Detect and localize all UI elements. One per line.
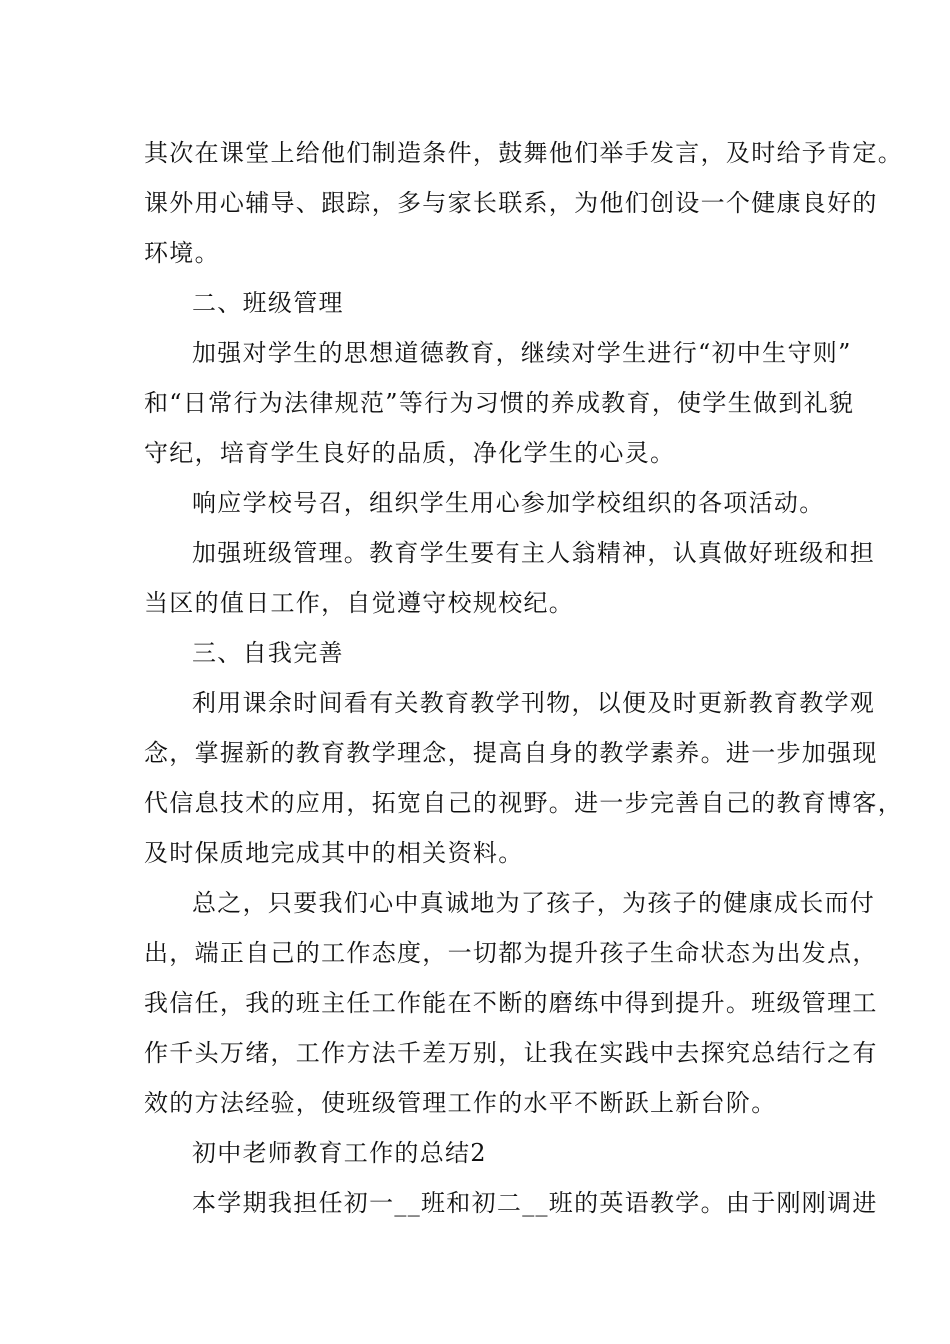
article-title: 初中老师教育工作的总结2 — [192, 1139, 487, 1167]
text-line: 代信息技术的应用，拓宽自己的视野。进一步完善自己的教育博客， — [144, 789, 903, 817]
text-line: 环境。 — [144, 239, 220, 267]
text-line: 利用课余时间看有关教育教学刊物，以便及时更新教育教学观 — [192, 689, 876, 717]
text-line: 本学期我担任初一__班和初二__班的英语教学。由于刚刚调进 — [192, 1189, 878, 1217]
document-body — [144, 128, 903, 1228]
text-line: 加强班级管理。教育学生要有主人翁精神，认真做好班级和担 — [192, 539, 876, 567]
text-line: 守纪，培育学生良好的品质，净化学生的心灵。 — [144, 439, 676, 467]
text-line: 课外用心辅导、跟踪，多与家长联系，为他们创设一个健康良好的 — [144, 189, 878, 217]
section-heading: 二、班级管理 — [192, 289, 344, 317]
text-line: 我信任，我的班主任工作能在不断的磨练中得到提升。班级管理工 — [144, 989, 878, 1017]
text-line: 及时保质地完成其中的相关资料。 — [144, 839, 524, 867]
text-line: 加强对学生的思想道德教育，继续对学生进行“初中生守则” — [192, 339, 852, 367]
text-line: 响应学校号召，组织学生用心参加学校组织的各项活动。 — [192, 489, 825, 517]
section-heading: 三、自我完善 — [192, 639, 344, 667]
text-line: 作千头万绪，工作方法千差万别，让我在实践中去探究总结行之有 — [144, 1039, 878, 1067]
text-line: 总之，只要我们心中真诚地为了孩子，为孩子的健康成长而付 — [192, 889, 876, 917]
text-line: 效的方法经验，使班级管理工作的水平不断跃上新台阶。 — [144, 1089, 777, 1117]
text-line: 念，掌握新的教育教学理念，提高自身的教学素养。进一步加强现 — [144, 739, 878, 767]
text-line: 其次在课堂上给他们制造条件，鼓舞他们举手发言，及时给予肯定。 — [144, 139, 903, 167]
text-line: 出，端正自己的工作态度，一切都为提升孩子生命状态为出发点， — [144, 939, 878, 967]
text-line: 和“日常行为法律规范”等行为习惯的养成教育，使学生做到礼貌 — [144, 389, 855, 417]
text-line: 当区的值日工作，自觉遵守校规校纪。 — [144, 589, 575, 617]
